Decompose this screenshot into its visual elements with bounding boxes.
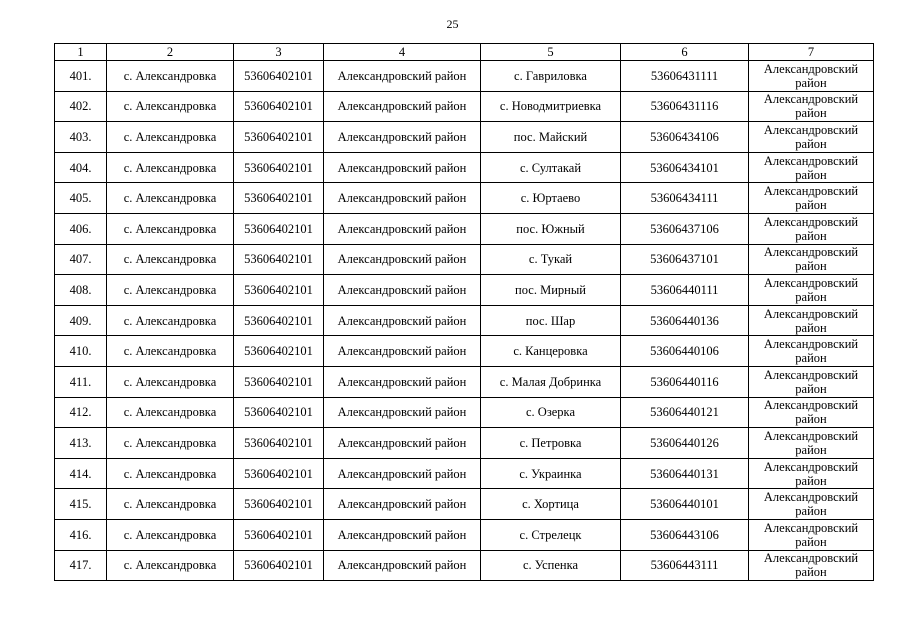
- column-header-2: 2: [107, 44, 234, 61]
- table-row: [55, 458, 874, 489]
- cell-target-oktmo-code: 53606434111: [621, 183, 749, 214]
- cell-target-district: Александровский район: [749, 275, 874, 306]
- cell-source-oktmo-code: 53606402101: [234, 213, 324, 244]
- cell-target-district: Александровский район: [749, 336, 874, 367]
- cell-target-settlement: с. Канцеровка: [481, 336, 621, 367]
- cell-target-oktmo-code: 53606434106: [621, 122, 749, 153]
- cell-target-district: Александровский район: [749, 183, 874, 214]
- cell-source-district: Александровский район: [324, 61, 481, 92]
- column-header-3: 3: [234, 44, 324, 61]
- cell-source-district: Александровский район: [324, 489, 481, 520]
- cell-source-settlement: с. Александровка: [107, 275, 234, 306]
- cell-target-district: Александровский район: [749, 397, 874, 428]
- table-row: [55, 183, 874, 214]
- cell-target-oktmo-code: 53606437106: [621, 213, 749, 244]
- cell-row-number: 416.: [55, 519, 107, 550]
- table-row: [55, 397, 874, 428]
- cell-source-settlement: с. Александровка: [107, 458, 234, 489]
- cell-source-district: Александровский район: [324, 122, 481, 153]
- cell-target-oktmo-code: 53606437101: [621, 244, 749, 275]
- cell-target-settlement: с. Успенка: [481, 550, 621, 581]
- cell-source-settlement: с. Александровка: [107, 244, 234, 275]
- cell-row-number: 417.: [55, 550, 107, 581]
- cell-row-number: 406.: [55, 213, 107, 244]
- cell-target-settlement: с. Петровка: [481, 428, 621, 459]
- cell-row-number: 408.: [55, 275, 107, 306]
- cell-target-settlement: с. Стрелецк: [481, 519, 621, 550]
- cell-source-settlement: с. Александровка: [107, 397, 234, 428]
- cell-source-district: Александровский район: [324, 336, 481, 367]
- cell-row-number: 412.: [55, 397, 107, 428]
- cell-target-oktmo-code: 53606434101: [621, 152, 749, 183]
- cell-row-number: 407.: [55, 244, 107, 275]
- cell-target-settlement: с. Озерка: [481, 397, 621, 428]
- cell-source-settlement: с. Александровка: [107, 91, 234, 122]
- column-header-5: 5: [481, 44, 621, 61]
- cell-target-settlement: пос. Мирный: [481, 275, 621, 306]
- page-number: 25: [446, 17, 459, 31]
- table-row: [55, 213, 874, 244]
- cell-source-oktmo-code: 53606402101: [234, 519, 324, 550]
- cell-source-oktmo-code: 53606402101: [234, 275, 324, 306]
- cell-source-district: Александровский район: [324, 183, 481, 214]
- cell-target-settlement: с. Малая Добринка: [481, 366, 621, 397]
- cell-target-settlement: с. Украинка: [481, 458, 621, 489]
- cell-target-settlement: пос. Южный: [481, 213, 621, 244]
- cell-source-district: Александровский район: [324, 397, 481, 428]
- cell-source-settlement: с. Александровка: [107, 213, 234, 244]
- cell-row-number: 403.: [55, 122, 107, 153]
- cell-row-number: 413.: [55, 428, 107, 459]
- cell-source-oktmo-code: 53606402101: [234, 550, 324, 581]
- cell-target-district: Александровский район: [749, 244, 874, 275]
- cell-target-oktmo-code: 53606440116: [621, 366, 749, 397]
- cell-source-district: Александровский район: [324, 305, 481, 336]
- cell-target-settlement: пос. Майский: [481, 122, 621, 153]
- cell-source-oktmo-code: 53606402101: [234, 244, 324, 275]
- cell-source-settlement: с. Александровка: [107, 152, 234, 183]
- table-row: [55, 61, 874, 92]
- table-row: [55, 366, 874, 397]
- cell-source-oktmo-code: 53606402101: [234, 366, 324, 397]
- header-row: [55, 44, 874, 61]
- settlements-table: [54, 43, 874, 581]
- cell-target-oktmo-code: 53606440126: [621, 428, 749, 459]
- cell-source-oktmo-code: 53606402101: [234, 397, 324, 428]
- cell-target-oktmo-code: 53606440101: [621, 489, 749, 520]
- cell-target-oktmo-code: 53606431111: [621, 61, 749, 92]
- cell-row-number: 402.: [55, 91, 107, 122]
- cell-source-oktmo-code: 53606402101: [234, 91, 324, 122]
- cell-source-district: Александровский район: [324, 428, 481, 459]
- cell-source-settlement: с. Александровка: [107, 305, 234, 336]
- column-header-6: 6: [621, 44, 749, 61]
- cell-row-number: 401.: [55, 61, 107, 92]
- table-row: [55, 428, 874, 459]
- cell-target-oktmo-code: 53606440106: [621, 336, 749, 367]
- cell-source-settlement: с. Александровка: [107, 550, 234, 581]
- cell-source-district: Александровский район: [324, 213, 481, 244]
- cell-source-oktmo-code: 53606402101: [234, 122, 324, 153]
- cell-target-district: Александровский район: [749, 366, 874, 397]
- table-row: [55, 152, 874, 183]
- cell-source-settlement: с. Александровка: [107, 366, 234, 397]
- cell-target-settlement: с. Юртаево: [481, 183, 621, 214]
- cell-source-settlement: с. Александровка: [107, 61, 234, 92]
- cell-target-district: Александровский район: [749, 91, 874, 122]
- cell-target-oktmo-code: 53606440111: [621, 275, 749, 306]
- cell-target-district: Александровский район: [749, 213, 874, 244]
- cell-target-settlement: с. Гавриловка: [481, 61, 621, 92]
- table-row: [55, 519, 874, 550]
- cell-row-number: 414.: [55, 458, 107, 489]
- table-row: [55, 305, 874, 336]
- cell-source-oktmo-code: 53606402101: [234, 458, 324, 489]
- cell-row-number: 405.: [55, 183, 107, 214]
- table-row: [55, 91, 874, 122]
- cell-source-oktmo-code: 53606402101: [234, 61, 324, 92]
- cell-target-oktmo-code: 53606440136: [621, 305, 749, 336]
- table-row: [55, 336, 874, 367]
- cell-target-settlement: с. Хортица: [481, 489, 621, 520]
- table-row: [55, 122, 874, 153]
- cell-source-district: Александровский район: [324, 458, 481, 489]
- cell-target-oktmo-code: 53606431116: [621, 91, 749, 122]
- cell-row-number: 404.: [55, 152, 107, 183]
- cell-row-number: 409.: [55, 305, 107, 336]
- table-row: [55, 489, 874, 520]
- column-header-1: 1: [55, 44, 107, 61]
- cell-source-district: Александровский район: [324, 91, 481, 122]
- cell-source-district: Александровский район: [324, 519, 481, 550]
- cell-target-settlement: пос. Шар: [481, 305, 621, 336]
- cell-target-district: Александровский район: [749, 519, 874, 550]
- cell-source-settlement: с. Александровка: [107, 489, 234, 520]
- cell-source-settlement: с. Александровка: [107, 122, 234, 153]
- cell-target-settlement: с. Султакай: [481, 152, 621, 183]
- table-header: [55, 44, 874, 61]
- cell-source-district: Александровский район: [324, 550, 481, 581]
- cell-source-district: Александровский район: [324, 366, 481, 397]
- cell-source-oktmo-code: 53606402101: [234, 305, 324, 336]
- cell-source-oktmo-code: 53606402101: [234, 428, 324, 459]
- table-body: [55, 61, 874, 581]
- cell-source-settlement: с. Александровка: [107, 519, 234, 550]
- cell-source-settlement: с. Александровка: [107, 428, 234, 459]
- cell-source-oktmo-code: 53606402101: [234, 336, 324, 367]
- cell-target-district: Александровский район: [749, 489, 874, 520]
- cell-row-number: 415.: [55, 489, 107, 520]
- cell-row-number: 410.: [55, 336, 107, 367]
- cell-target-district: Александровский район: [749, 305, 874, 336]
- cell-target-district: Александровский район: [749, 61, 874, 92]
- cell-target-district: Александровский район: [749, 550, 874, 581]
- cell-target-oktmo-code: 53606443111: [621, 550, 749, 581]
- column-header-4: 4: [324, 44, 481, 61]
- cell-target-oktmo-code: 53606440131: [621, 458, 749, 489]
- cell-target-settlement: с. Тукай: [481, 244, 621, 275]
- cell-source-oktmo-code: 53606402101: [234, 489, 324, 520]
- cell-target-oktmo-code: 53606440121: [621, 397, 749, 428]
- cell-target-oktmo-code: 53606443106: [621, 519, 749, 550]
- cell-source-settlement: с. Александровка: [107, 183, 234, 214]
- cell-source-settlement: с. Александровка: [107, 336, 234, 367]
- table-row: [55, 244, 874, 275]
- cell-target-district: Александровский район: [749, 122, 874, 153]
- cell-source-district: Александровский район: [324, 275, 481, 306]
- table-row: [55, 550, 874, 581]
- cell-row-number: 411.: [55, 366, 107, 397]
- cell-source-oktmo-code: 53606402101: [234, 152, 324, 183]
- column-header-7: 7: [749, 44, 874, 61]
- cell-source-district: Александровский район: [324, 152, 481, 183]
- cell-target-settlement: с. Новодмитриевка: [481, 91, 621, 122]
- cell-source-district: Александровский район: [324, 244, 481, 275]
- cell-source-oktmo-code: 53606402101: [234, 183, 324, 214]
- cell-target-district: Александровский район: [749, 428, 874, 459]
- table-row: [55, 275, 874, 306]
- cell-target-district: Александровский район: [749, 152, 874, 183]
- cell-target-district: Александровский район: [749, 458, 874, 489]
